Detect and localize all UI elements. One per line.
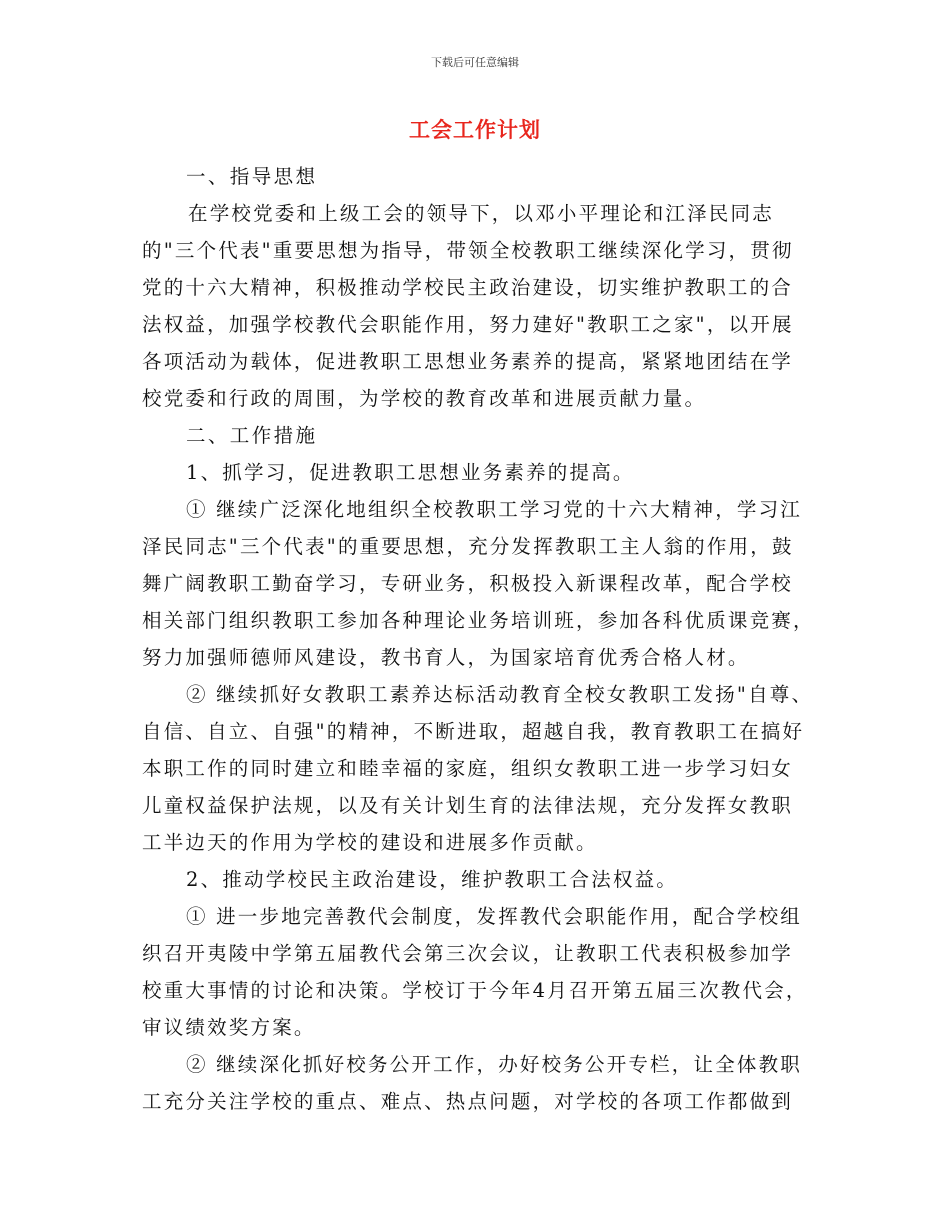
- paragraph-line: ① 进一步地完善教代会制度，发挥教代会职能作用，配合学校组: [186, 905, 802, 928]
- paragraph-line: 审议绩效奖方案。: [142, 1016, 316, 1039]
- paragraph-line: 相关部门组织教职工参加各种理论业务培训班，参加各科优质课竞赛，: [142, 609, 815, 632]
- paragraph-line: 各项活动为载体，促进教职工思想业务素养的提高，紧紧地团结在学: [142, 350, 794, 373]
- paragraph-line: 织召开夷陵中学第五届教代会第三次会议，让教职工代表积极参加学: [142, 942, 794, 965]
- document-body: [142, 158, 815, 1120]
- paragraph-line: 舞广阔教职工勤奋学习，专研业务，积极投入新课程改革，配合学校: [142, 572, 794, 595]
- paragraph-line: 的"三个代表"重要思想为指导，带领全校教职工继续深化学习，贯彻: [142, 239, 794, 262]
- paragraph-line: 法权益，加强学校教代会职能作用，努力建好"教职工之家"，以开展: [142, 313, 794, 336]
- paragraph-line: 泽民同志"三个代表"的重要思想，充分发挥教职工主人翁的作用，鼓: [142, 535, 794, 558]
- paragraph-line: 本职工作的同时建立和睦幸福的家庭，组织女教职工进一步学习妇女: [142, 757, 794, 780]
- header-note: 下载后可任意编辑: [431, 56, 519, 69]
- paragraph-line: 工半边天的作用为学校的建设和进展多作贡献。: [142, 831, 598, 854]
- paragraph-line: 努力加强师德师风建设，教书育人，为国家培育优秀合格人材。: [142, 646, 750, 669]
- paragraph-line: 自信、自立、自强"的精神，不断进取，超越自我，教育教职工在搞好: [142, 720, 805, 743]
- subsection-heading-study: 1、抓学习，促进教职工思想业务素养的提高。: [186, 461, 635, 484]
- paragraph-line: ② 继续深化抓好校务公开工作，办好校务公开专栏，让全体教职: [186, 1053, 802, 1076]
- paragraph-line: 儿童权益保护法规，以及有关计划生育的法律法规，充分发挥女教职: [142, 794, 794, 817]
- section-heading-guiding-ideology: 一、指导思想: [186, 165, 318, 188]
- paragraph-line: 校党委和行政的周围，为学校的教育改革和进展贡献力量。: [142, 387, 707, 410]
- paragraph-line: 工充分关注学校的重点、难点、热点问题，对学校的各项工作都做到: [142, 1090, 794, 1113]
- paragraph-line: 在学校党委和上级工会的领导下，以邓小平理论和江泽民同志: [188, 202, 774, 225]
- paragraph-line: ② 继续抓好女教职工素养达标活动教育全校女教职工发扬"自尊、: [186, 683, 814, 706]
- paragraph-line: 党的十六大精神，积极推动学校民主政治建设，切实维护教职工的合: [142, 276, 794, 299]
- paragraph-line: ① 继续广泛深化地组织全校教职工学习党的十六大精神，学习江: [186, 498, 802, 521]
- document-title: 工会工作计划: [409, 118, 541, 142]
- subsection-heading-democracy: 2、推动学校民主政治建设，维护教职工合法权益。: [186, 868, 679, 891]
- paragraph-line: 校重大事情的讨论和决策。学校订于今年4月召开第五届三次教代会，: [142, 979, 808, 1002]
- section-heading-work-measures: 二、工作措施: [186, 424, 318, 447]
